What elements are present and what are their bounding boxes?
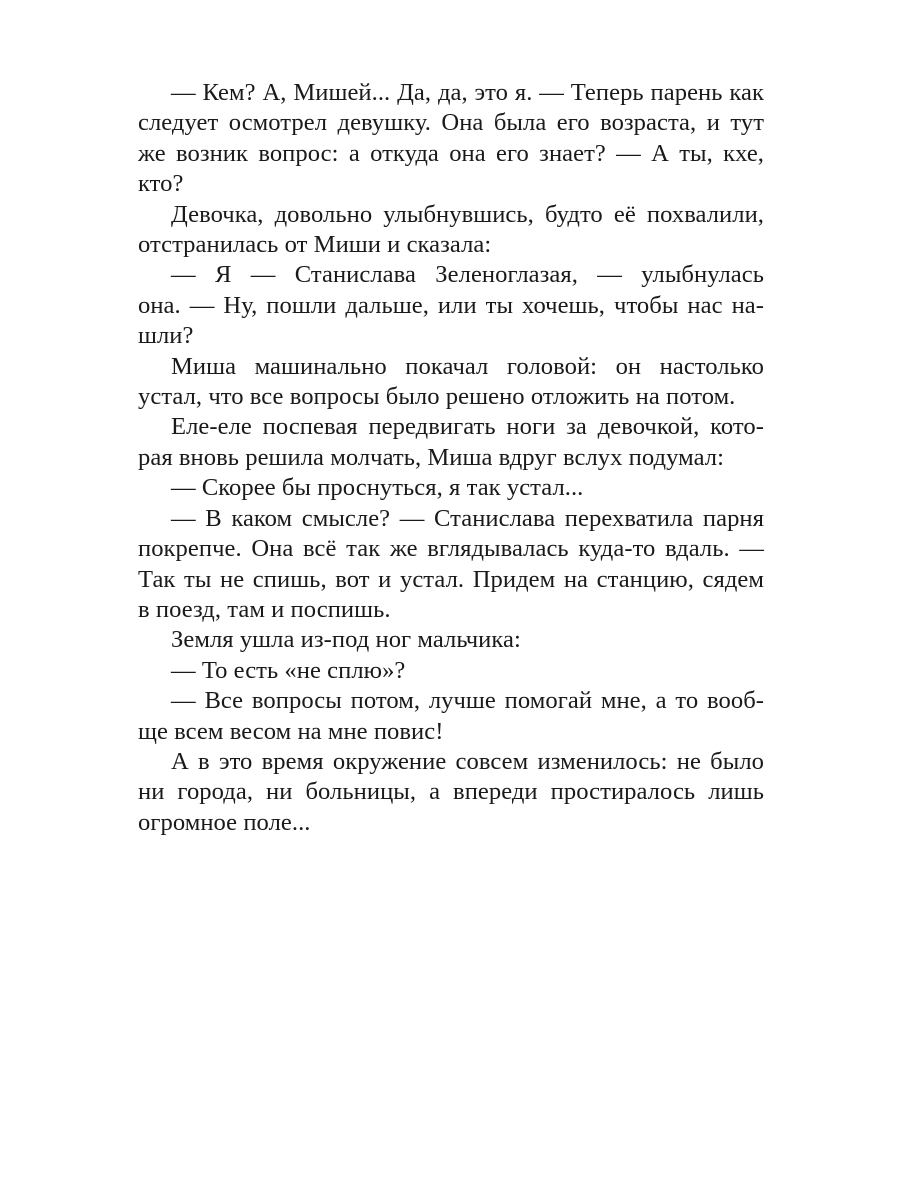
text-line: кто?	[138, 170, 184, 198]
body-text	[138, 78, 764, 838]
paragraph	[138, 686, 764, 747]
paragraph	[138, 747, 764, 838]
text-line: рая вновь решила молчать, Миша вдруг вслух подумал:	[138, 443, 724, 471]
text-line: покрепче. Она всё так же вглядывалась куда-то вдаль. —	[138, 535, 764, 563]
text-line: отстранилась от Миши и сказала:	[138, 231, 492, 259]
text-line: следует осмотрел девушку. Она была его возраста, и тут	[138, 109, 764, 137]
paragraph	[138, 78, 764, 200]
paragraph	[138, 260, 764, 351]
text-line: Так ты не спишь, вот и устал. Придем на станцию, сядем	[138, 565, 764, 593]
paragraph	[138, 412, 764, 473]
paragraph	[138, 504, 764, 626]
text-line: шли?	[138, 322, 194, 350]
text-line: Девочка, довольно улыбнувшись, будто её похвалили,	[171, 200, 764, 228]
text-line: Земля ушла из-под ног мальчика:	[171, 626, 521, 654]
paragraph	[138, 656, 764, 686]
text-line: в поезд, там и поспишь.	[138, 595, 391, 623]
paragraph	[138, 352, 764, 413]
text-line: огромное поле...	[138, 808, 311, 836]
text-line: — В каком смысле? — Станислава перехватила парня	[171, 504, 764, 532]
paragraph	[138, 625, 764, 655]
text-line: Еле-еле поспевая передвигать ноги за девочкой, кото-	[171, 413, 764, 441]
text-line: же возник вопрос: а откуда она его знает? — А ты, кхе,	[138, 139, 764, 167]
text-line: она. — Ну, пошли дальше, или ты хочешь, чтобы нас на-	[138, 291, 764, 319]
text-line: А в это время окружение совсем изменилось: не было	[171, 747, 764, 775]
text-line: — Кем? А, Мишей... Да, да, это я. — Теперь парень как	[171, 79, 764, 106]
paragraph	[138, 473, 764, 503]
text-line: — Все вопросы потом, лучше помогай мне, а то вооб-	[171, 687, 764, 715]
text-line: устал, что все вопросы было решено отложить на потом.	[138, 383, 736, 411]
text-line: Миша машинально покачал головой: он настолько	[171, 352, 764, 380]
text-line: ще всем весом на мне повис!	[138, 717, 444, 745]
paragraph	[138, 200, 764, 261]
text-line: — Скорее бы проснуться, я так устал...	[171, 474, 584, 502]
text-line: ни города, ни больницы, а впереди простиралось лишь	[138, 778, 764, 806]
text-line: — То есть «не сплю»?	[171, 656, 406, 684]
text-line: — Я — Станислава Зеленоглазая, — улыбнулась	[171, 261, 764, 289]
